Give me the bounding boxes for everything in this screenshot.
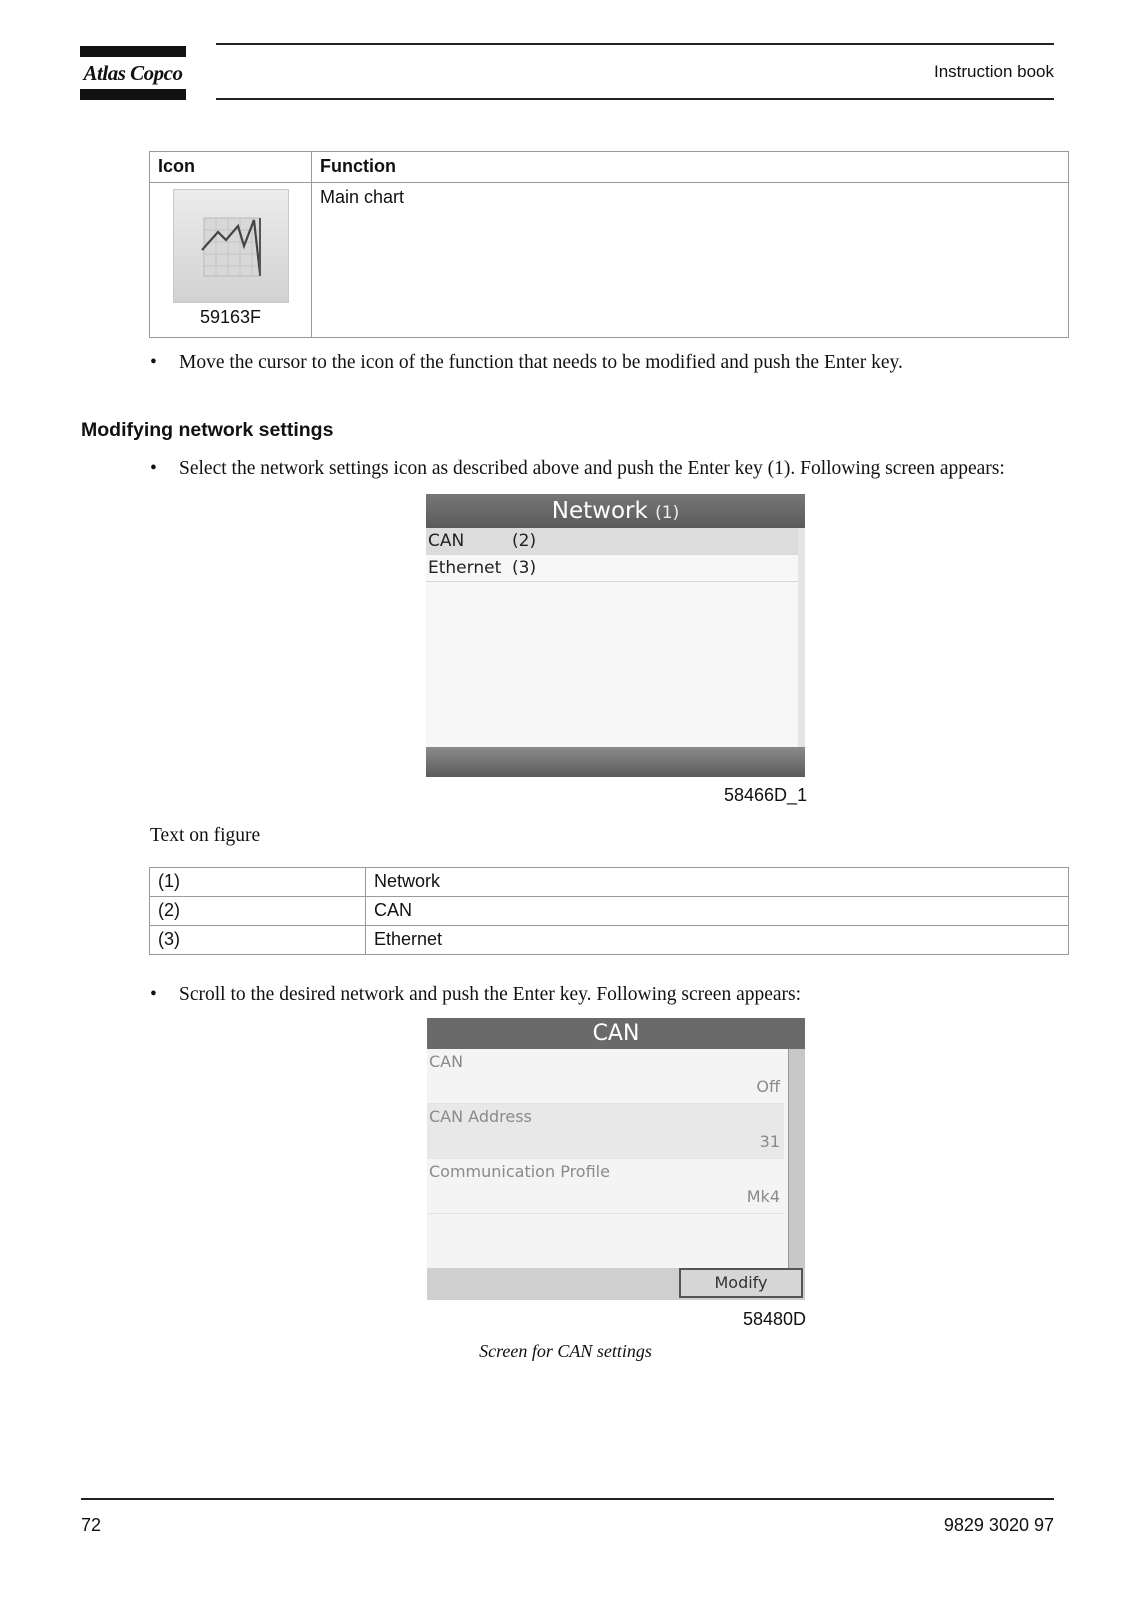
setting-name: CAN bbox=[429, 1052, 464, 1071]
legend-value: CAN bbox=[366, 897, 1069, 926]
bullet-dot: • bbox=[150, 458, 157, 479]
column-header-function: Function bbox=[312, 152, 1069, 183]
network-screen-title bbox=[426, 494, 805, 528]
logo-text: Atlas Copco bbox=[83, 61, 183, 85]
bullet-dot: • bbox=[150, 984, 157, 1005]
icon-cell bbox=[150, 183, 312, 338]
network-title-text: Network bbox=[551, 498, 648, 524]
legend-value: Ethernet bbox=[366, 926, 1069, 955]
network-item-label: Ethernet bbox=[428, 558, 502, 578]
logo-bar-bottom bbox=[80, 89, 186, 100]
page-number: 72 bbox=[81, 1515, 102, 1535]
can-screen bbox=[427, 1018, 805, 1300]
logo-bar-top bbox=[80, 46, 186, 57]
bullet-text: Move the cursor to the icon of the function that needs to be modified and push the Enter key. bbox=[179, 352, 903, 373]
document-type: Instruction book bbox=[933, 62, 1054, 81]
network-screen-footer bbox=[426, 747, 805, 777]
legend-table bbox=[149, 867, 1069, 955]
chart-glyph bbox=[174, 190, 288, 302]
network-title-ref: (1) bbox=[655, 503, 680, 523]
section-heading: Modifying network settings bbox=[81, 419, 334, 441]
header-rule-top bbox=[216, 43, 1054, 45]
function-cell: Main chart bbox=[312, 183, 1069, 338]
setting-value: Mk4 bbox=[746, 1187, 780, 1206]
bullet-move-cursor bbox=[150, 352, 903, 374]
can-item-address[interactable] bbox=[427, 1104, 784, 1159]
bullet-text: Select the network settings icon as described above and push the Enter key (1). Following screen appears: bbox=[179, 458, 1005, 479]
atlas-copco-logo bbox=[80, 46, 186, 100]
can-item-profile[interactable] bbox=[427, 1159, 784, 1214]
network-item-ref: (3) bbox=[512, 558, 537, 578]
main-chart-icon bbox=[173, 189, 289, 303]
bullet-scroll-network bbox=[150, 984, 801, 1006]
legend-key: (3) bbox=[150, 926, 366, 955]
bullet-text: Scroll to the desired network and push the Enter key. Following screen appears: bbox=[179, 984, 802, 1005]
legend-key: (2) bbox=[150, 897, 366, 926]
table-row bbox=[150, 897, 1069, 926]
footer-rule bbox=[81, 1498, 1054, 1500]
network-item-ref: (2) bbox=[512, 531, 537, 551]
setting-name: CAN Address bbox=[429, 1107, 532, 1126]
table-row bbox=[150, 926, 1069, 955]
setting-value: Off bbox=[756, 1077, 780, 1096]
figure-code: 58466D_1 bbox=[724, 785, 808, 805]
table-row bbox=[150, 183, 1069, 338]
network-item-can[interactable] bbox=[426, 528, 799, 555]
network-screen bbox=[426, 494, 805, 777]
setting-value: 31 bbox=[759, 1132, 780, 1151]
setting-name: Communication Profile bbox=[429, 1162, 610, 1181]
network-item-ethernet[interactable] bbox=[426, 555, 799, 582]
icon-code: 59163F bbox=[199, 307, 262, 327]
can-scrollbar[interactable] bbox=[788, 1049, 805, 1269]
can-screen-title: CAN bbox=[427, 1018, 805, 1049]
text-on-figure-label: Text on figure bbox=[150, 825, 261, 846]
figure-caption: Screen for CAN settings bbox=[479, 1341, 652, 1361]
header-rule-bottom bbox=[216, 98, 1054, 100]
column-header-icon: Icon bbox=[150, 152, 312, 183]
network-item-label: CAN bbox=[428, 531, 465, 551]
can-item-can[interactable] bbox=[427, 1049, 784, 1104]
table-row bbox=[150, 868, 1069, 897]
bullet-select-network bbox=[150, 458, 1005, 480]
legend-value: Network bbox=[366, 868, 1069, 897]
document-number: 9829 3020 97 bbox=[943, 1515, 1054, 1535]
table-header-row bbox=[150, 152, 1069, 183]
icon-function-table bbox=[149, 151, 1069, 338]
modify-button[interactable]: Modify bbox=[679, 1268, 803, 1298]
bullet-dot: • bbox=[150, 352, 157, 373]
figure-code: 58480D bbox=[743, 1309, 807, 1329]
legend-key: (1) bbox=[150, 868, 366, 897]
network-scrollbar[interactable] bbox=[798, 528, 805, 747]
